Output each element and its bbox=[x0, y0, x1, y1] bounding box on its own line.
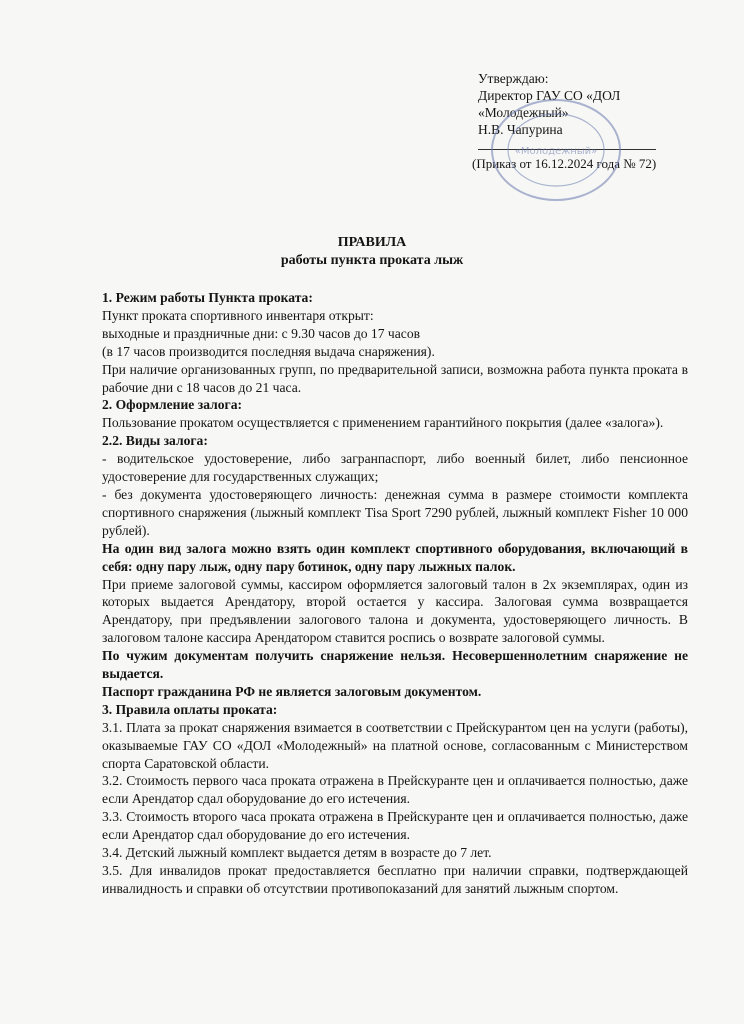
section-2-2-bold-rule: Паспорт гражданина РФ не является залоговым документом. bbox=[102, 683, 482, 699]
section-3-item: 3.3. Стоимость второго часа проката отражена в Прейскуранте цен и оплачивается полностью, даже если Арендатор сдал оборудование до его истечения. bbox=[102, 809, 688, 843]
section-1-paragraph: При наличие организованных групп, по предварительной записи, возможна работа пункта проката в рабочие дни с 18 часов до 21 часа. bbox=[102, 361, 688, 395]
approval-heading: Утверждаю: bbox=[478, 71, 549, 86]
section-2-2-paragraph: - без документа удостоверяющего личность: денежная сумма в размере стоимости комплекта спортивного снаряжения (лыжный комплект Tisa Sport 7290 рублей, лыжный комплект Fisher 10 000 рублей). bbox=[102, 486, 688, 538]
section-1-paragraph: выходные и праздничные дни: с 9.30 часов до 17 часов bbox=[102, 325, 421, 341]
section-3-item: 3.4. Детский лыжный комплект выдается детям в возрасте до 7 лет. bbox=[102, 845, 492, 861]
section-2-2-heading: 2.2. Виды залога: bbox=[102, 433, 208, 449]
approval-position: Директор ГАУ СО «ДОЛ bbox=[478, 88, 621, 103]
document-body bbox=[102, 289, 688, 898]
section-3-heading: 3. Правила оплаты проката: bbox=[102, 701, 278, 717]
section-3-item: 3.1. Плата за прокат снаряжения взимается в соответствии с Прейскурантом цен на услуги (работы), оказываемые ГАУ СО «ДОЛ «Молодежный» на платной основе, согласованным с Министерством спорта Саратовской области. bbox=[102, 719, 688, 771]
title-sub: работы пункта проката лыж bbox=[280, 253, 464, 268]
section-2-heading: 2. Оформление залога: bbox=[102, 397, 243, 413]
stamp-center-text: «Молодежный» bbox=[514, 146, 598, 157]
section-1-heading: 1. Режим работы Пункта проката: bbox=[102, 290, 313, 305]
approval-organization: «Молодежный» bbox=[478, 105, 569, 120]
section-2-2-paragraph: - водительское удостоверение, либо загранпаспорт, либо военный билет, либо пенсионное удостоверение для государственных служащих; bbox=[102, 451, 688, 485]
approval-order: (Приказ от 16.12.2024 года № 72) bbox=[472, 156, 657, 171]
approval-block bbox=[472, 70, 728, 172]
section-1-paragraph: (в 17 часов производится последняя выдача снаряжения). bbox=[102, 343, 435, 359]
approval-signatory: Н.В. Чапурина bbox=[478, 122, 563, 137]
signature-line bbox=[478, 149, 656, 150]
section-2-2-bold-rule: На один вид залога можно взять один комплект спортивного оборудования, включающий в себя: одну пару лыж, одну пару ботинок, одну пару лыжных палок. bbox=[102, 540, 688, 574]
section-1-paragraph: Пункт проката спортивного инвентаря открыт: bbox=[102, 307, 374, 323]
section-2-2-paragraph: При приеме залоговой суммы, кассиром оформляется залоговый талон в 2х экземплярах, один из которых выдается Арендатору, второй остается у кассира. Залоговая сумма возвращается Арендатору, при предъявлении залогового талона и документа, удостоверяющего личность. В залоговом талоне кассира Арендатором ставится роспись о возврате залоговой суммы. bbox=[102, 576, 688, 646]
section-2-2-bold-rule: По чужим документам получить снаряжение нельзя. Несовершеннолетним снаряжение не выдается. bbox=[102, 648, 688, 682]
section-2-paragraph: Пользование прокатом осуществляется с применением гарантийного покрытия (далее «залога»). bbox=[102, 415, 664, 431]
section-3-item: 3.5. Для инвалидов прокат предоставляется бесплатно при наличии справки, подтверждающей инвалидность и справки об отсутствии противопоказаний для занятий лыжным спортом. bbox=[102, 863, 688, 896]
section-3-item: 3.2. Стоимость первого часа проката отражена в Прейскуранте цен и оплачивается полностью, даже если Арендатор сдал оборудование до его истечения. bbox=[102, 773, 688, 807]
document-title bbox=[0, 234, 744, 270]
title-main: ПРАВИЛА bbox=[337, 235, 407, 250]
